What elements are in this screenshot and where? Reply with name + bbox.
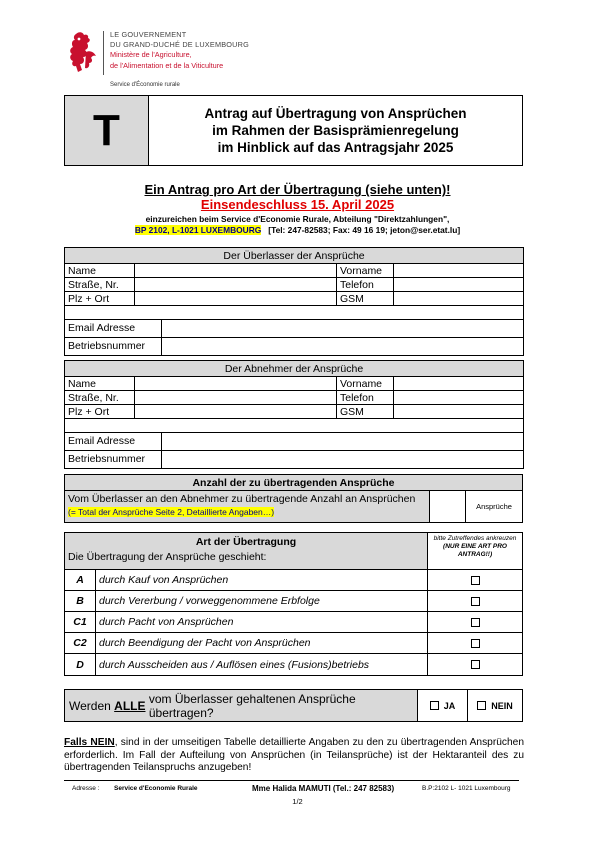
abnehmer-gsm-field[interactable] (394, 405, 524, 419)
art-desc: durch Beendigung der Pacht von Ansprüchen (96, 633, 428, 653)
footer-label: Adresse : (72, 785, 100, 792)
alle-no-label: NEIN (491, 700, 513, 711)
ueberlasser-telefon-label: Telefon (337, 278, 394, 292)
abnehmer-plz-label: Plz + Ort (65, 405, 135, 419)
anzahl-box (64, 474, 523, 523)
form-letter: T (65, 96, 149, 165)
alle-question (65, 690, 418, 721)
alle-yes-option[interactable] (418, 690, 468, 721)
art-row (65, 633, 522, 654)
anzahl-unit: Ansprüche (476, 502, 512, 511)
art-subheading: Die Übertragung der Ansprüche geschieht: (68, 551, 267, 563)
falls-nein-paragraph (64, 737, 524, 775)
art-checkbox-d[interactable] (471, 660, 480, 669)
ueberlasser-gsm-field[interactable] (394, 292, 524, 306)
anzahl-note: (= Total der Ansprüche Seite 2, Detaillierte Angaben…) (68, 507, 275, 517)
anzahl-text (65, 491, 430, 522)
ueberlasser-betrieb-label: Betriebsnummer (65, 338, 162, 355)
deadline: Einsendeschluss 15. April 2025 (200, 197, 395, 212)
address-highlight: BP 2102, L-1021 LUXEMBOURG (134, 225, 262, 235)
form-title (149, 96, 522, 165)
falls-nein-bold: Falls NEIN (64, 737, 115, 748)
alle-no-checkbox[interactable] (477, 701, 486, 710)
art-checkbox-a[interactable] (471, 576, 480, 585)
ueberlasser-plz-field[interactable] (135, 292, 337, 306)
abnehmer-plz-field[interactable] (135, 405, 337, 419)
abnehmer-telefon-field[interactable] (394, 391, 524, 405)
art-desc: durch Kauf von Ansprüchen (96, 570, 428, 590)
art-desc: durch Ausscheiden aus / Auflösen eines (Fusions)betriebs (96, 654, 428, 675)
abnehmer-strasse-field[interactable] (135, 391, 337, 405)
alle-yes-label: JA (443, 700, 456, 711)
ministry-line-1: Ministère de l'Agriculture, (110, 50, 192, 60)
logo-divider (103, 31, 104, 75)
art-checkbox-c1[interactable] (471, 618, 480, 627)
ueberlasser-telefon-field[interactable] (394, 278, 524, 292)
abnehmer-strasse-label: Straße, Nr. (65, 391, 135, 405)
art-code: A (65, 570, 96, 590)
art-hint-text: bitte Zutreffendes ankreuzen (433, 535, 517, 542)
ueberlasser-strasse-label: Straße, Nr. (65, 278, 135, 292)
art-hint (428, 533, 522, 569)
art-checkbox-c2[interactable] (471, 639, 480, 648)
abnehmer-betrieb-field[interactable] (162, 451, 523, 468)
title-line-2: im Rahmen der Basisprämienregelung (212, 123, 459, 138)
alle-question-post: vom Überlasser gehaltenen Ansprüche übertragen? (148, 691, 356, 720)
ueberlasser-plz-label: Plz + Ort (65, 292, 135, 306)
ueberlasser-heading: Der Überlasser der Ansprüche (65, 248, 524, 264)
luxembourg-lion-logo (66, 30, 100, 74)
logo-line-1: LE GOUVERNEMENT (110, 30, 187, 39)
footer-contact: Mme Halida MAMUTI (Tel.: 247 82583) (252, 784, 395, 793)
art-row (65, 654, 522, 675)
alle-question-box (64, 689, 523, 722)
art-row (65, 570, 522, 591)
abnehmer-betrieb-label: Betriebsnummer (65, 451, 162, 468)
ministry-line-2: de l'Alimentation et de la Viticulture (110, 60, 224, 70)
anzahl-heading: Anzahl der zu übertragenden Ansprüche (65, 475, 522, 491)
art-code: C1 (65, 612, 96, 632)
art-hint-bold: (NUR EINE ART PRO ANTRAG!!) (443, 543, 507, 558)
abnehmer-heading: Der Abnehmer der Ansprüche (65, 361, 524, 377)
abnehmer-vorname-field[interactable] (394, 377, 524, 391)
government-logo-text (110, 30, 249, 71)
art-desc: durch Pacht von Ansprüchen (96, 612, 428, 632)
alle-question-bold: ALLE (114, 698, 146, 713)
logo-line-2: DU GRAND-DUCHÉ DE LUXEMBOURG (110, 40, 249, 50)
anzahl-description: Vom Überlasser an den Abnehmer zu übertragende Anzahl an Ansprüchen (68, 493, 416, 505)
art-code: B (65, 591, 96, 611)
title-line-1: Antrag auf Übertragung von Ansprüchen (204, 106, 467, 121)
alle-yes-checkbox[interactable] (430, 701, 439, 710)
ueberlasser-table (64, 247, 524, 356)
abnehmer-name-label: Name (65, 377, 135, 391)
art-row (65, 591, 522, 612)
alle-question-pre: Werden (69, 698, 111, 713)
falls-nein-text: , sind in der umseitigen Tabelle detaillierte Angaben zu den zu übertragenden Ansprüchen erforderlich. Im Fall der Aufteilung von Ansprüchen (in Teilansprüche) ist der Hektaranteil des zu übertragenden Teilanspruchs anzugeben! (64, 737, 524, 773)
footer (72, 784, 520, 793)
address-contact: [Tel: 247-82583; Fax: 49 16 19; jeton@ser.etat.lu] (268, 225, 461, 235)
ueberlasser-vorname-label: Vorname (337, 264, 394, 278)
footer-service: Service d'Economie Rurale (114, 785, 198, 792)
art-checkbox-b[interactable] (471, 597, 480, 606)
ueberlasser-email-label: Email Adresse (65, 320, 162, 337)
title-box (64, 95, 523, 166)
anzahl-value-field[interactable] (430, 491, 466, 522)
art-box (64, 532, 523, 676)
abnehmer-vorname-label: Vorname (337, 377, 394, 391)
service-small-text: Service d'Économie rurale (110, 82, 180, 88)
ueberlasser-gsm-label: GSM (337, 292, 394, 306)
art-code: C2 (65, 633, 96, 653)
abnehmer-telefon-label: Telefon (337, 391, 394, 405)
ueberlasser-strasse-field[interactable] (135, 278, 337, 292)
abnehmer-name-field[interactable] (135, 377, 337, 391)
ueberlasser-name-field[interactable] (135, 264, 337, 278)
abnehmer-email-field[interactable] (162, 433, 523, 450)
art-row (65, 612, 522, 633)
art-heading: Art der Übertragung (195, 536, 297, 548)
address-line (0, 225, 595, 235)
ueberlasser-betrieb-field[interactable] (162, 338, 523, 355)
art-desc: durch Vererbung / vorweggenommene Erbfolge (96, 591, 428, 611)
title-line-3: im Hinblick auf das Antragsjahr 2025 (217, 140, 454, 155)
abnehmer-gsm-label: GSM (337, 405, 394, 419)
ueberlasser-vorname-field[interactable] (394, 264, 524, 278)
page-number: 1/2 (292, 797, 303, 806)
submit-line: einzureichen beim Service d'Economie Rurale, Abteilung "Direktzahlungen", (145, 214, 450, 224)
art-code: D (65, 654, 96, 675)
ueberlasser-email-field[interactable] (162, 320, 523, 337)
ueberlasser-name-label: Name (65, 264, 135, 278)
footer-address: B.P:2102 L- 1021 Luxembourg (422, 785, 511, 792)
abnehmer-table (64, 360, 524, 469)
abnehmer-email-label: Email Adresse (65, 433, 162, 450)
alle-no-option[interactable] (468, 690, 522, 721)
footer-divider (64, 780, 519, 781)
intro-heading: Ein Antrag pro Art der Übertragung (siehe unten)! (144, 182, 451, 197)
